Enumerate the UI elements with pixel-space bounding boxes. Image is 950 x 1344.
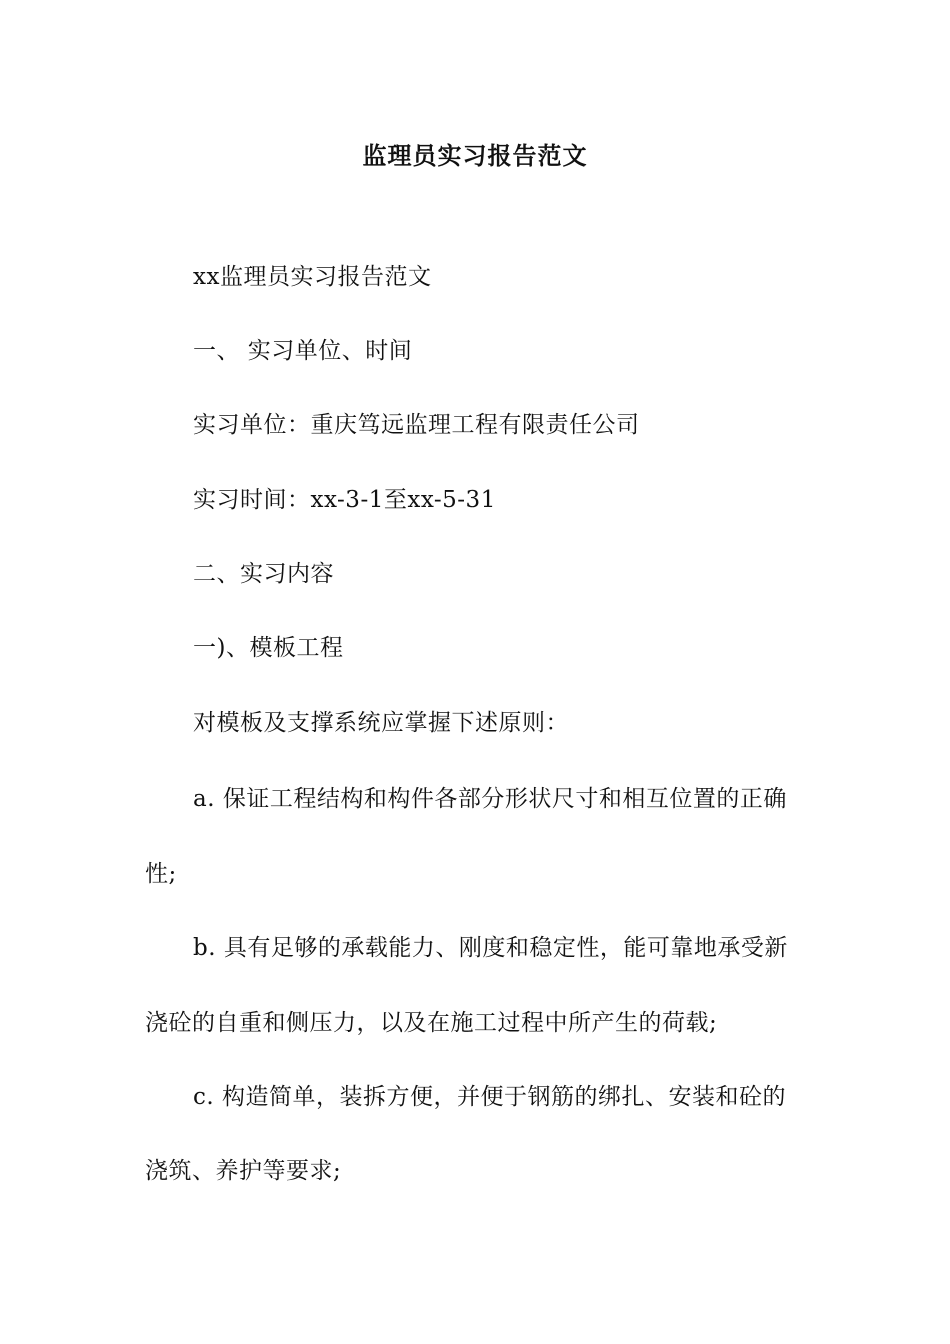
subsection-heading: 一)、模板工程 <box>193 635 344 661</box>
page-title: 监理员实习报告范文 <box>362 142 588 170</box>
paragraph-line: 性; <box>145 861 177 887</box>
section-heading: 一、 实习单位、时间 <box>193 338 413 364</box>
paragraph-line: xx监理员实习报告范文 <box>193 264 432 290</box>
paragraph-line: 浇筑、养护等要求; <box>145 1158 342 1184</box>
section-heading: 二、实习内容 <box>193 561 334 587</box>
paragraph-line: 对模板及支撑系统应掌握下述原则： <box>193 710 569 736</box>
paragraph-line: 实习单位：重庆笃远监理工程有限责任公司 <box>193 412 640 438</box>
paragraph-line: c. 构造简单，装拆方便，并便于钢筋的绑扎、安装和砼的 <box>193 1084 787 1110</box>
paragraph-line: 实习时间：xx-3-1至xx-5-31 <box>193 487 496 513</box>
paragraph-line: b. 具有足够的承载能力、刚度和稳定性，能可靠地承受新 <box>193 935 788 961</box>
paragraph-line: a. 保证工程结构和构件各部分形状尺寸和相互位置的正确 <box>193 786 787 812</box>
paragraph-line: 浇砼的自重和侧压力，以及在施工过程中所产生的荷载; <box>145 1010 718 1036</box>
